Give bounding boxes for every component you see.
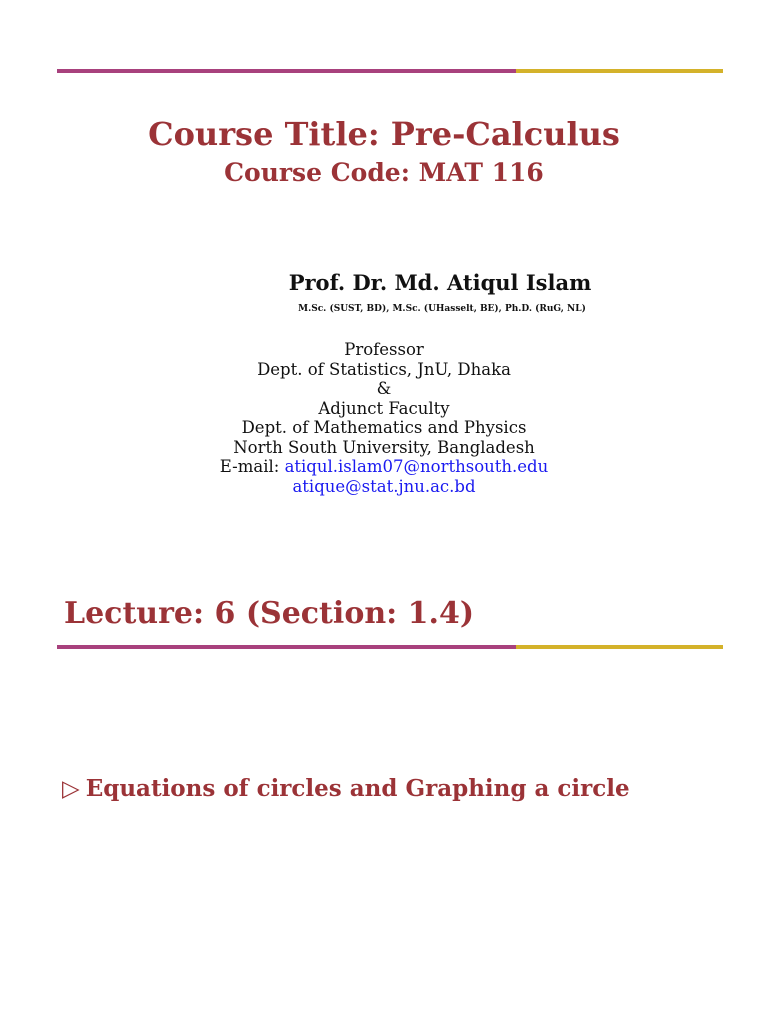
topic-list-item: [62, 772, 630, 806]
divider-gold-segment: [516, 69, 723, 73]
lecture-title: Lecture: 6 (Section: 1.4): [64, 596, 475, 631]
email-row: [0, 457, 768, 477]
affiliation-line: North South University, Bangladesh: [233, 437, 535, 457]
instructor-affiliation: [0, 340, 768, 496]
email-label: E-mail:: [219, 457, 285, 476]
triangle-bullet-icon: ▷: [62, 776, 80, 802]
course-code: Course Code: MAT 116: [224, 158, 544, 187]
affiliation-line: Adjunct Faculty: [318, 398, 450, 418]
course-title: Course Title: Pre-Calculus: [148, 115, 620, 153]
divider-magenta-segment: [57, 645, 516, 649]
instructor-degrees: M.Sc. (SUST, BD), M.Sc. (UHasselt, BE), Ph.D. (RuG, NL): [298, 304, 586, 314]
email-link-secondary[interactable]: atique@stat.jnu.ac.bd: [292, 476, 476, 496]
email-link-primary[interactable]: atiqul.islam07@northsouth.edu: [284, 457, 549, 476]
divider-magenta-segment: [57, 69, 516, 73]
divider-gold-segment: [516, 645, 723, 649]
email-row-secondary: [0, 477, 768, 497]
affiliation-line: Dept. of Mathematics and Physics: [241, 418, 527, 437]
topic-text: Equations of circles and Graphing a circle: [85, 775, 630, 802]
affiliation-line: Professor: [344, 340, 424, 359]
affiliation-line: Dept. of Statistics, JnU, Dhaka: [257, 359, 511, 379]
affiliation-line: &: [376, 379, 392, 398]
top-divider: [57, 69, 723, 73]
bottom-divider: [57, 645, 723, 649]
instructor-name: Prof. Dr. Md. Atiqul Islam: [288, 270, 592, 295]
